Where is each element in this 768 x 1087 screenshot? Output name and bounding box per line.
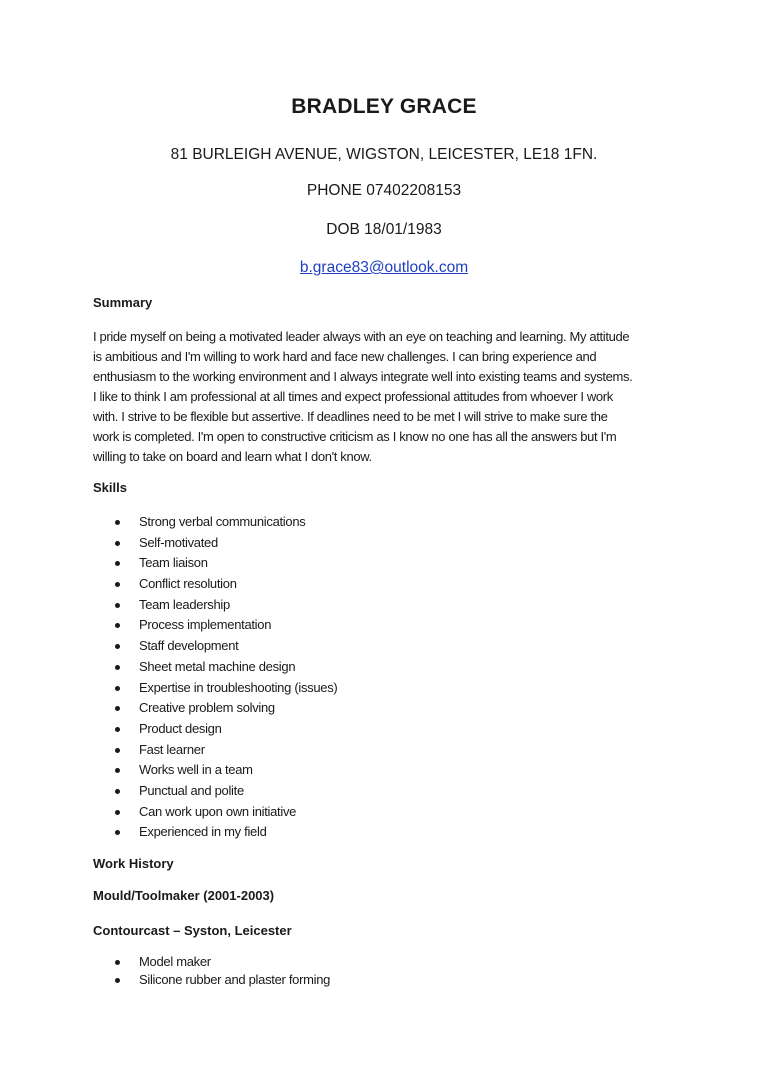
list-item: Punctual and polite <box>113 781 337 802</box>
list-item: Works well in a team <box>113 760 337 781</box>
list-item: Experienced in my field <box>113 822 337 843</box>
list-item: Expertise in troubleshooting (issues) <box>113 678 337 699</box>
list-item: Product design <box>113 719 337 740</box>
phone-line: PHONE 07402208153 <box>306 182 462 199</box>
list-item: Team leadership <box>113 595 337 616</box>
summary-line: with. I strive to be flexible but assertive. If deadlines need to be met I will strive to make sure the <box>93 409 608 424</box>
employer: Contourcast – Syston, Leicester <box>93 923 292 938</box>
email-link[interactable]: b.grace83@outlook.com <box>299 259 469 276</box>
summary-line: willing to take on board and learn what I don't know. <box>93 449 372 464</box>
summary-line: work is completed. I'm open to constructive criticism as I know no one has all the answers but I'm <box>93 429 617 444</box>
list-item: Creative problem solving <box>113 698 337 719</box>
list-item: Team liaison <box>113 553 337 574</box>
job-title: Mould/Toolmaker (2001-2003) <box>93 888 275 903</box>
work-history-heading: Work History <box>93 856 174 871</box>
summary-paragraph <box>93 327 693 467</box>
summary-line: I like to think I am professional at all times and expect professional attitudes from whoever I work <box>93 389 613 404</box>
candidate-name: BRADLEY GRACE <box>291 95 477 118</box>
list-item: Process implementation <box>113 615 337 636</box>
summary-line: is ambitious and I'm willing to work hard and face new challenges. I can bring experience and <box>93 349 597 364</box>
skills-list <box>113 512 337 843</box>
address-line: 81 BURLEIGH AVENUE, WIGSTON, LEICESTER, LE18 1FN. <box>170 146 598 163</box>
list-item: Can work upon own initiative <box>113 802 337 823</box>
summary-line: I pride myself on being a motivated leader always with an eye on teaching and learning. My attitude <box>93 329 630 344</box>
duties-list <box>113 953 330 989</box>
list-item: Staff development <box>113 636 337 657</box>
summary-heading: Summary <box>93 295 153 310</box>
list-item: Fast learner <box>113 740 337 761</box>
email-row <box>0 259 768 277</box>
skills-heading: Skills <box>93 480 127 495</box>
list-item: Model maker <box>113 953 330 971</box>
summary-line: enthusiasm to the working environment and I always integrate well into existing teams and systems. <box>93 369 633 384</box>
list-item: Self-motivated <box>113 533 337 554</box>
list-item: Strong verbal communications <box>113 512 337 533</box>
list-item: Sheet metal machine design <box>113 657 337 678</box>
list-item: Conflict resolution <box>113 574 337 595</box>
list-item: Silicone rubber and plaster forming <box>113 971 330 989</box>
dob-line: DOB 18/01/1983 <box>326 221 442 238</box>
